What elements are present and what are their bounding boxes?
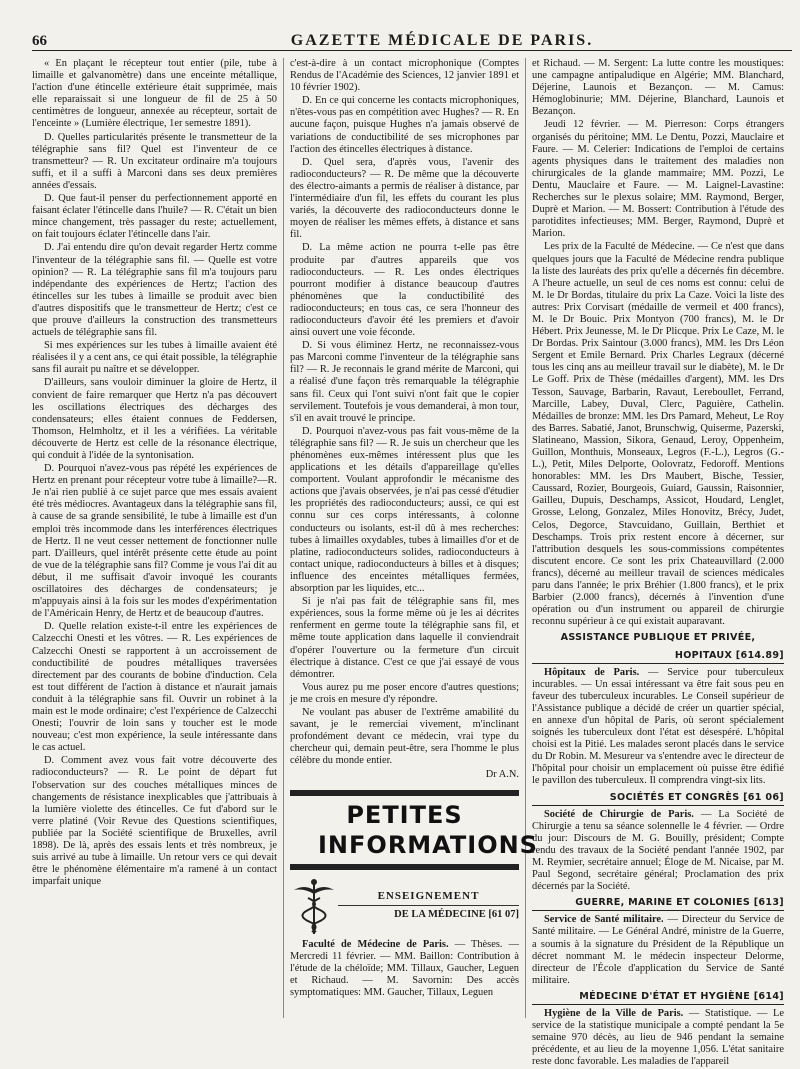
paragraph: « En plaçant le récepteur tout entier (pile, tube à limaille et galvanomètre) dans une enceinte métallique, l'action d'une étincelle extérieure était supprimée, mais elle reparaissait si une longueur de fil de 25 à 50 centimètres de longueur, annexée au récepteur, sortait de l'enceinte » (Lumière électrique, 1er semestre 1891). (32, 58, 277, 130)
paragraph: Si mes expériences sur les tubes à limaille avaient été réalisées il y a cent ans, ce qui était possible, la télégraphie sans fil aurait pu naître et se développer. (32, 340, 277, 376)
paragraph: D. La même action ne pourra t-elle pas être produite par d'autres appareils que vos radioconducteurs. — R. Les ondes électriques pourront modifier à distance beaucoup d'autres phénomènes que la conductibilité des radioconducteurs; en tous cas, ce sera l'honneur des radioconducteurs d'avoir été les premiers et d'avoir ainsi ouvert une voie féconde. (290, 242, 519, 339)
paragraph: D. J'ai entendu dire qu'on devait regarder Hertz comme l'inventeur de la télégraphie sans fil. — Quelle est votre opinion? — R. La télégraphie sans fil m'a toujours paru indépendante des expériences de Hertz; l'action des étincelles sur les tubes à limaille se produit avec bien d'autres dispositifs que le transmetteur de Hertz; c'est ce que prouve d'ailleurs la construction des transmetteurs actuels de télégraphie sans fil. (32, 242, 277, 339)
section-assistance-line1: ASSISTANCE PUBLIQUE ET PRIVÉE, (560, 632, 756, 644)
paragraph: D'ailleurs, sans vouloir diminuer la gloire de Hertz, il convient de faire remarquer que Hertz n'a pas découvert les oscillations électriques des décharges des condensateurs; elles étaient connues de Feddersen, Thomson, Helmholtz, et il les a vérifiées. La véritable découverte de Hertz est celle de la résonance électrique, qui conduit à l'idée de la syntonisation. (32, 377, 277, 461)
paragraph: Les prix de la Faculté de Médecine. — Ce n'est que dans quelques jours que la Faculté de Médecine rendra publique la liste des lauréats des prix qu'elle a décernés fin décembre. A l'heure actuelle, un seul de ces noms est connu: celui de M. le Dr Bordas, titulaire du prix La Caze. Voici la liste des autres: Prix Corvisart (médaille de vermeil et 400 francs), M. le Dr Bouic. Prix Montyon (700 francs), M. le Dr Hébert. Prix Jeunesse, M. le Dr Plicque. Prix Le Caze, M. le Dr Bordas. Prix Saintour (3.000 francs), MM. les Drs Léon Sergent et Emile Bernard. Prix Charles Legraux (décerné tous les cinq ans au meilleur travail sur le diabète), M. le Dr Le Goff. Prix de Thèse (médailles d'argent), MM. les Drs Tesson, Sauvage, Barbarin, Ravaut, Lereboullet, Ferrand, Marcille, Labey, Duval, Clerc, Paguière, Cathelin. Médailles de bronze: MM. les Drs Pamard, Meheut, Le Roy des Barres. Sabatié, Janot, Brunschwig, Quiserme, Pazerski, Slatineano, Massion, Sikora, Genaud, Leroy, Oppenheim, Guillon, Monthuis, Monseaux, Legros (F.-L.), Legros (G.-L.), Petit, Miles Delporte, Oolovratz, Fedoroff. Mentions honorables: MM. les Drs Maubert, Bische, Tessier, Caussard, Rozier, Bourgeois, Guiard, Gaussin, Raisonnier, Gailleu, Dupuis, Deschamps, Assicot, Houdard, Lenglet, Grosse, Lelong, Gonzalez, Miles Honovitz, Brécy, Judet, Celos, Degorce, Stavcuidano, Guillain, Berthiet et Deschamps. Trois prix restent encore à décerner, sur l'attribution desquels les sous-commissions compétentes discutent encore. Ce sont les prix Chateauvillard (2.000 francs), décerné au meilleur travail de sciences médicales paru dans l'année; le prix Bréhier (1.800 francs), et le prix Barbier (2.000 francs), décernés à l'invention d'une opération ou d'un instrument ou appareil de chirurgie reconnu supérieur à ce qui existait auparavant. (532, 241, 784, 628)
paragraph: et Richaud. — M. Sergent: La lutte contre les moustiques: une campagne antipaludique en Algérie; MM. Blanchard, Déjerine, Launois et Bezançon. — M. Camus: Hémoglobinurie; MM. Déjerine, Blanchard, Launois et Bezançon. (532, 58, 784, 118)
section-hopitaux: HOPITAUX [614.89] (532, 650, 784, 664)
paragraph: D. Comment avez vous fait votre découverte des radioconducteurs? — R. Le point de départ fut l'observation sur des couches métalliques minces de changements de résistance inexplicables que j'attribuais à la lumière violette des étincelles. Ce fut d'abord sur le verre platiné (Voir Revue des Questions scientifiques, publiée par la Société scientifique de Bruxelles, avril 1898). De là, après des essais lents et très nombreux, je suis arrivé au tube à limaille. Un retour vers ce qui devait être le phénomène élémentaire m'a ramené à un contact imparfait unique (32, 755, 277, 888)
banner-word-informations: INFORMATIONS (318, 830, 538, 859)
paragraph: c'est-à-dire à un contact microphonique (Comptes Rendus de l'Académie des Sciences, 12 janvier 1891 et 10 février 1902). (290, 58, 519, 94)
journal-title: GAZETTE MÉDICALE DE PARIS. (290, 32, 594, 49)
hygiene-title: Hygiène de la Ville de Paris. (544, 1008, 684, 1020)
paragraph: D. Pourquoi n'avez-vous pas fait vous-même de la télégraphie sans fil? — R. Je suis un chercheur que les phénomènes eux-mêmes intéressent plus que les applications et les détails d'appareillage qu'elles comportent. Voulant approfondir le mécanisme des actions que j'avais observées, je n'ai pas cessé d'étudier les propriétés des radioconducteurs; aussi, ce qui est connu sur ces corps intéressants, à colonne conducteurs ou isolants, est-il dû à mes recherches: tubes à limailles oxydables, tubes à limailles d'or et de platine, radioconducteurs solides, radioconducteurs à contact unique, radioconducteurs à billes et à disques; influence des enceintes métalliques fermées, absorption par les liquides, etc... (290, 425, 519, 595)
paragraph: Jeudi 12 février. — M. Pierreson: Corps étrangers organisés du péritoine; MM. Le Dentu, Pozzi, Mauclaire et Faure. — M. Celerier: Indications de l'emploi de certains agents physiques dans le traitement des maladies non chirurgicales de la glande mammaire; MM. Pozzi, Le Dentu, Mauclaire et Faure. — M. Laignel-Lavastine: Recherches sur le plexus solaire; MM. Raymond, Berger, Duprè et Marion. — M. Bossert: Contribution à l'étude des parotidites infectieuses; MM. Berger, Raymond, Duprè et Marion. (532, 119, 784, 240)
paragraph: D. Quelle relation existe-t-il entre les expériences de Calzecchi Onesti et les vôtres. — R. Les expériences de Calzecchi Onesti se rapportent à un accroissement de conductibilité de poudres métalliques traversées directement par des courants de bobine d'induction. Cela est tout différent de l'action à distance et n'aurait jamais conduit à la télégraphie sans fil. Ouvrir un robinet à la main est le mode ordinaire; c'est l'expérience de Calzecchi Onesti; l'ouvrir de loin sans y toucher est le mode nouveau; c'est mon expérience, la seule intéressante dans le cas actuel. (32, 621, 277, 754)
section-societes: SOCIÉTÉS ET CONGRÈS [61 06] (532, 792, 784, 806)
section-guerre: GUERRE, MARINE ET COLONIES [613] (532, 897, 784, 911)
signature: Dr A.N. (485, 769, 519, 781)
paragraph: D. Que faut-il penser du perfectionnement apporté en faisant éclater l'étincelle dans l'huile? — R. C'était un bien mince changement, très passager du reste; actuellement, on fait toujours éclater l'étincelle dans l'air. (32, 193, 277, 241)
paragraph: D. Quelles particularités présente le transmetteur de la télégraphie sans fil? Quel est l'inventeur de ce transmetteur? — R. Un excitateur ordinaire m'a toujours suffi, et il a suffi à Marconi dans ses deux premières années d'essais. (32, 131, 277, 191)
column-2 (284, 58, 538, 1018)
column-3 (526, 58, 785, 1068)
sante-title: Service de Santé militaire. (544, 914, 664, 926)
paragraph: D. Si vous éliminez Hertz, ne reconnaissez-vous pas Marconi comme l'inventeur de la télégraphie sans fil? — R. Je reconnais le grand mérite de Marconi, qui a réalisé d'une façon très remarquable la télégraphie sans fil. Ceux qui l'ont suivi n'ont fait que le copier servilement. Toutefois je vous demanderai, à mon tour, s'il en avait trouvé le principe. (290, 340, 519, 424)
page-number: 66 (32, 33, 47, 49)
societe-title: Société de Chirurgie de Paris. (544, 808, 694, 820)
societe-text: — La Société de Chirurgie a tenu sa séance solennelle le 4 février. — Ordre du jour: Discours de M. G. Bouilly, président; Compte rendu des travaux de la Société pendant l'année 1902, par M. Reymier, secrétaire annuel; Éloge de M. Nicaise, par M. Paul Segond, secrétaire général; Proclamation des prix décernés par la Société. (532, 808, 784, 893)
banner-word-petites: PETITES (346, 800, 463, 829)
columns (32, 58, 792, 1068)
column-1 (32, 58, 284, 1018)
page-header (32, 30, 792, 51)
petites-informations-banner (290, 790, 538, 870)
paragraph: D. En ce qui concerne les contacts microphoniques, n'êtes-vous pas en compétition avec Hughes? — R. En aucune façon, puisque Hughes n'a jamais observé de variations de conductibilité de ses microphones par l'action des étincelles électriques à distance. (290, 95, 519, 155)
paragraph: D. Pourquoi n'avez-vous pas répété les expériences de Hertz en prenant pour récepteur votre tube à limaille?—R. Je n'ai rien publié à ce sujet parce que mes essais avaient été très médiocres. Avantageux dans la télégraphie sans fil, à cause de sa grande sensibilité, le tube à limaille est d'un emploi très incommode dans les interférences électriques de Hertz. Il ne veut cesser nettement de fonctionner nulle part. D'ailleurs, quel intérêt présente cette étude au point de vue de la télégraphie sans fil? Comme je vous l'ai dit au début, il me suffisait d'avoir invoqué les courants oscillatoires des décharges de condensateurs; je m'appuyais ainsi à la fois sur les modes d'expérimentation de l'Américain Henry, de Hertz et de beaucoup d'autres. (32, 463, 277, 620)
sante-text: — Directeur du Service de Santé militaire. — Le Général André, ministre de la Guerre, a soumis à la signature du Président de la République un décret nommant M. le médecin inspecteur Delorme, directeur de l'École d'application du Service de Santé militaire. (532, 914, 784, 986)
medecine-title: DE LA MÉDECINE [61 07] (394, 909, 519, 921)
hopitaux-text: — Service pour tuberculeux incurables. — Un essai intéressant va être fait sous peu en faveur des tuberculeux incurables. Le Conseil supérieur de l'Assistance publique a décidé de créer un quartier spécial, en annexe d'un hôpital de Paris, où seront spécialement soignés les tuberculeux dont l'état est désespéré. L'hôpital choisi est la Pitié. Les malades seront placés dans le service du Dr Robin. M. Mesureur va s'entendre avec le directeur de l'hôpital pour choisir un emplacement où puisse être édifié le pavillon des tuberculeux. Il comprendra vingt-six lits. (532, 666, 785, 787)
section-medecine-etat: MÉDECINE D'ÉTAT ET HYGIÈNE [614] (532, 991, 784, 1005)
hygiene-text: — Statistique. — Le service de la statistique municipale a compté pendant la 5e semaine 970 décès, au lieu de 946 pendant la semaine précédente, et au lieu de la moyenne 1,056. L'état sanitaire reste donc favorable. Les maladies de l'appareil (532, 1008, 784, 1068)
enseignement-header (290, 876, 519, 936)
caduceus-icon (290, 876, 338, 936)
faculte-text: — Thèses. — Mercredi 11 février. — MM. Baillon: Contribution à l'étude de la chéloïde; MM. Tillaux, Gaucher, Leguen et Richaud. — M. Savornin: Des accès symptomatiques: MM. Gaucher, Tillaux, Leguen (290, 938, 519, 998)
paragraph: Vous aurez pu me poser encore d'autres questions; je me crois en mesure d'y répondre. (290, 681, 519, 705)
hopitaux-title: Hôpitaux de Paris. (544, 666, 640, 678)
faculte-title: Faculté de Médecine de Paris. (302, 938, 449, 950)
paragraph: D. Quel sera, d'après vous, l'avenir des radioconducteurs? — R. De même que la découverte des électro-aimants a permis de réaliser à distance, par l'intermédiaire d'un fil, les effets du courant les plus variés, la découverte des radioconducteurs donne le moyen de réaliser les mêmes effets, à distance et sans fil. (290, 156, 519, 241)
paragraph: Ne voulant pas abuser de l'extrême amabilité du savant, je le remerciai vivement, m'inclinant profondément devant ce médecin, vrai type du chercheur qui, demain peut-être, sera l'homme le plus célèbre du monde entier. (290, 706, 519, 767)
paragraph: Si je n'ai pas fait de télégraphie sans fil, mes expériences, sous la forme même où je les ai décrites renferment en germe toute la télégraphie sans fil, et même toute application dans laquelle il conviendrait d'opérer l'ouverture ou la fermeture d'un circuit électrique à distance. C'est ce que j'ai essayé de vous démontrer. (290, 596, 519, 680)
enseignement-title: ENSEIGNEMENT (338, 890, 519, 906)
